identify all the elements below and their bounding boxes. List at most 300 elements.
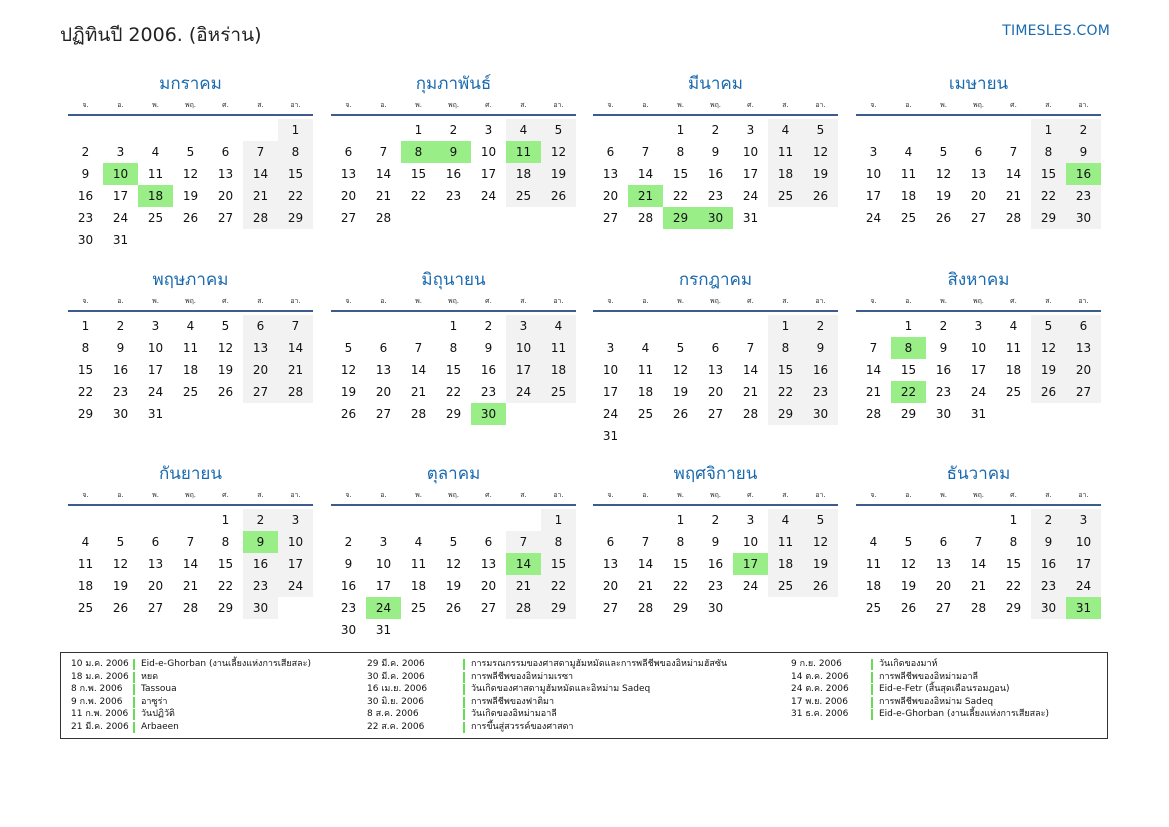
day-cell[interactable]: 29 [445, 407, 462, 421]
day-cell[interactable]: 3 [1066, 509, 1101, 531]
holiday-day-cell[interactable]: 24 [366, 597, 401, 619]
day-cell[interactable]: 7 [414, 341, 423, 355]
day-cell[interactable]: 24 [742, 189, 759, 203]
day-cell[interactable]: 5 [449, 535, 458, 549]
day-cell[interactable]: 10 [278, 531, 313, 553]
day-cell[interactable]: 6 [484, 535, 493, 549]
day-cell[interactable]: 11 [1005, 341, 1022, 355]
day-cell[interactable]: 4 [186, 319, 195, 333]
day-cell[interactable]: 23 [480, 385, 497, 399]
day-cell[interactable]: 29 [768, 403, 803, 425]
day-cell[interactable]: 15 [445, 363, 462, 377]
day-cell[interactable]: 16 [340, 579, 357, 593]
day-cell[interactable]: 29 [217, 601, 234, 615]
day-cell[interactable]: 8 [676, 145, 685, 159]
day-cell[interactable]: 2 [939, 319, 948, 333]
day-cell[interactable]: 19 [672, 385, 689, 399]
day-cell[interactable]: 24 [480, 189, 497, 203]
day-cell[interactable]: 21 [1005, 189, 1022, 203]
day-cell[interactable]: 16 [1031, 553, 1066, 575]
day-cell[interactable]: 8 [541, 531, 576, 553]
day-cell[interactable]: 17 [865, 189, 882, 203]
day-cell[interactable]: 18 [768, 163, 803, 185]
day-cell[interactable]: 19 [900, 579, 917, 593]
day-cell[interactable]: 24 [602, 407, 619, 421]
day-cell[interactable]: 5 [116, 535, 125, 549]
day-cell[interactable]: 26 [445, 601, 462, 615]
day-cell[interactable]: 7 [746, 341, 755, 355]
day-cell[interactable]: 15 [1031, 163, 1066, 185]
day-cell[interactable]: 18 [182, 363, 199, 377]
holiday-day-cell[interactable]: 21 [628, 185, 663, 207]
day-cell[interactable]: 28 [865, 407, 882, 421]
day-cell[interactable]: 20 [935, 579, 952, 593]
day-cell[interactable]: 3 [746, 513, 755, 527]
day-cell[interactable]: 25 [768, 185, 803, 207]
day-cell[interactable]: 13 [147, 557, 164, 571]
day-cell[interactable]: 19 [182, 189, 199, 203]
day-cell[interactable]: 2 [243, 509, 278, 531]
day-cell[interactable]: 20 [147, 579, 164, 593]
day-cell[interactable]: 5 [1031, 315, 1066, 337]
day-cell[interactable]: 25 [77, 601, 94, 615]
day-cell[interactable]: 9 [1031, 531, 1066, 553]
day-cell[interactable]: 30 [340, 623, 357, 637]
day-cell[interactable]: 29 [278, 207, 313, 229]
day-cell[interactable]: 27 [243, 381, 278, 403]
day-cell[interactable]: 28 [243, 207, 278, 229]
day-cell[interactable]: 15 [77, 363, 94, 377]
day-cell[interactable]: 7 [243, 141, 278, 163]
day-cell[interactable]: 26 [1031, 381, 1066, 403]
holiday-day-cell[interactable]: 30 [471, 403, 506, 425]
day-cell[interactable]: 6 [711, 341, 720, 355]
day-cell[interactable]: 30 [243, 597, 278, 619]
day-cell[interactable]: 12 [1031, 337, 1066, 359]
day-cell[interactable]: 13 [935, 557, 952, 571]
day-cell[interactable]: 1 [676, 513, 685, 527]
day-cell[interactable]: 8 [81, 341, 90, 355]
day-cell[interactable]: 11 [900, 167, 917, 181]
day-cell[interactable]: 27 [602, 211, 619, 225]
day-cell[interactable]: 5 [221, 319, 230, 333]
day-cell[interactable]: 5 [186, 145, 195, 159]
day-cell[interactable]: 12 [803, 141, 838, 163]
day-cell[interactable]: 22 [445, 385, 462, 399]
day-cell[interactable]: 4 [869, 535, 878, 549]
day-cell[interactable]: 15 [900, 363, 917, 377]
day-cell[interactable]: 27 [217, 211, 234, 225]
day-cell[interactable]: 13 [340, 167, 357, 181]
day-cell[interactable]: 17 [602, 385, 619, 399]
day-cell[interactable]: 17 [970, 363, 987, 377]
day-cell[interactable]: 9 [484, 341, 493, 355]
day-cell[interactable]: 12 [900, 557, 917, 571]
day-cell[interactable]: 30 [1031, 597, 1066, 619]
day-cell[interactable]: 4 [151, 145, 160, 159]
day-cell[interactable]: 24 [278, 575, 313, 597]
day-cell[interactable]: 5 [803, 509, 838, 531]
holiday-day-cell[interactable]: 8 [401, 141, 436, 163]
day-cell[interactable]: 22 [278, 185, 313, 207]
day-cell[interactable]: 28 [278, 381, 313, 403]
day-cell[interactable]: 10 [602, 363, 619, 377]
day-cell[interactable]: 19 [541, 163, 576, 185]
day-cell[interactable]: 25 [147, 211, 164, 225]
day-cell[interactable]: 12 [935, 167, 952, 181]
day-cell[interactable]: 4 [904, 145, 913, 159]
day-cell[interactable]: 7 [506, 531, 541, 553]
day-cell[interactable]: 21 [637, 579, 654, 593]
day-cell[interactable]: 3 [606, 341, 615, 355]
day-cell[interactable]: 10 [375, 557, 392, 571]
day-cell[interactable]: 2 [1031, 509, 1066, 531]
day-cell[interactable]: 7 [641, 145, 650, 159]
day-cell[interactable]: 1 [1031, 119, 1066, 141]
day-cell[interactable]: 16 [707, 557, 724, 571]
day-cell[interactable]: 13 [1066, 337, 1101, 359]
day-cell[interactable]: 30 [77, 233, 94, 247]
day-cell[interactable]: 17 [1066, 553, 1101, 575]
day-cell[interactable]: 28 [375, 211, 392, 225]
day-cell[interactable]: 9 [939, 341, 948, 355]
day-cell[interactable]: 27 [1066, 381, 1101, 403]
day-cell[interactable]: 7 [1009, 145, 1018, 159]
day-cell[interactable]: 28 [410, 407, 427, 421]
day-cell[interactable]: 26 [112, 601, 129, 615]
day-cell[interactable]: 13 [217, 167, 234, 181]
day-cell[interactable]: 10 [970, 341, 987, 355]
day-cell[interactable]: 20 [602, 579, 619, 593]
holiday-day-cell[interactable]: 29 [663, 207, 698, 229]
day-cell[interactable]: 15 [672, 167, 689, 181]
day-cell[interactable]: 18 [900, 189, 917, 203]
day-cell[interactable]: 11 [865, 557, 882, 571]
day-cell[interactable]: 17 [742, 167, 759, 181]
holiday-day-cell[interactable]: 8 [891, 337, 926, 359]
day-cell[interactable]: 15 [541, 553, 576, 575]
day-cell[interactable]: 2 [81, 145, 90, 159]
day-cell[interactable]: 1 [541, 509, 576, 531]
day-cell[interactable]: 10 [742, 535, 759, 549]
day-cell[interactable]: 21 [970, 579, 987, 593]
day-cell[interactable]: 23 [707, 579, 724, 593]
day-cell[interactable]: 12 [672, 363, 689, 377]
day-cell[interactable]: 16 [445, 167, 462, 181]
day-cell[interactable]: 8 [449, 341, 458, 355]
day-cell[interactable]: 28 [182, 601, 199, 615]
day-cell[interactable]: 6 [974, 145, 983, 159]
day-cell[interactable]: 22 [672, 189, 689, 203]
day-cell[interactable]: 22 [77, 385, 94, 399]
day-cell[interactable]: 2 [116, 319, 125, 333]
day-cell[interactable]: 15 [1005, 557, 1022, 571]
day-cell[interactable]: 28 [637, 211, 654, 225]
day-cell[interactable]: 31 [602, 429, 619, 443]
holiday-day-cell[interactable]: 16 [1066, 163, 1101, 185]
day-cell[interactable]: 17 [112, 189, 129, 203]
day-cell[interactable]: 2 [711, 123, 720, 137]
day-cell[interactable]: 2 [344, 535, 353, 549]
day-cell[interactable]: 7 [379, 145, 388, 159]
day-cell[interactable]: 19 [803, 163, 838, 185]
day-cell[interactable]: 23 [243, 575, 278, 597]
day-cell[interactable]: 22 [1005, 579, 1022, 593]
day-cell[interactable]: 9 [81, 167, 90, 181]
day-cell[interactable]: 17 [480, 167, 497, 181]
day-cell[interactable]: 13 [480, 557, 497, 571]
day-cell[interactable]: 27 [970, 211, 987, 225]
day-cell[interactable]: 10 [147, 341, 164, 355]
day-cell[interactable]: 4 [541, 315, 576, 337]
day-cell[interactable]: 26 [541, 185, 576, 207]
day-cell[interactable]: 7 [186, 535, 195, 549]
day-cell[interactable]: 20 [707, 385, 724, 399]
day-cell[interactable]: 1 [676, 123, 685, 137]
day-cell[interactable]: 26 [672, 407, 689, 421]
day-cell[interactable]: 11 [541, 337, 576, 359]
day-cell[interactable]: 22 [217, 579, 234, 593]
day-cell[interactable]: 27 [147, 601, 164, 615]
day-cell[interactable]: 5 [344, 341, 353, 355]
day-cell[interactable]: 6 [221, 145, 230, 159]
day-cell[interactable]: 10 [742, 145, 759, 159]
day-cell[interactable]: 21 [410, 385, 427, 399]
day-cell[interactable]: 14 [637, 167, 654, 181]
brand-link[interactable]: TIMESLES.COM [1002, 23, 1110, 39]
day-cell[interactable]: 29 [541, 597, 576, 619]
day-cell[interactable]: 8 [1031, 141, 1066, 163]
day-cell[interactable]: 27 [340, 211, 357, 225]
day-cell[interactable]: 19 [803, 553, 838, 575]
day-cell[interactable]: 3 [116, 145, 125, 159]
holiday-day-cell[interactable]: 18 [138, 185, 173, 207]
day-cell[interactable]: 31 [742, 211, 759, 225]
day-cell[interactable]: 25 [768, 575, 803, 597]
day-cell[interactable]: 6 [344, 145, 353, 159]
day-cell[interactable]: 28 [742, 407, 759, 421]
day-cell[interactable]: 19 [340, 385, 357, 399]
holiday-day-cell[interactable]: 14 [506, 553, 541, 575]
day-cell[interactable]: 11 [147, 167, 164, 181]
day-cell[interactable]: 31 [112, 233, 129, 247]
day-cell[interactable]: 29 [672, 601, 689, 615]
day-cell[interactable]: 26 [935, 211, 952, 225]
day-cell[interactable]: 19 [112, 579, 129, 593]
day-cell[interactable]: 9 [711, 535, 720, 549]
day-cell[interactable]: 11 [77, 557, 94, 571]
day-cell[interactable]: 17 [147, 363, 164, 377]
day-cell[interactable]: 30 [707, 601, 724, 615]
day-cell[interactable]: 1 [1009, 513, 1018, 527]
day-cell[interactable]: 28 [1005, 211, 1022, 225]
day-cell[interactable]: 25 [410, 601, 427, 615]
day-cell[interactable]: 15 [410, 167, 427, 181]
day-cell[interactable]: 30 [1066, 207, 1101, 229]
day-cell[interactable]: 27 [935, 601, 952, 615]
day-cell[interactable]: 12 [340, 363, 357, 377]
day-cell[interactable]: 6 [379, 341, 388, 355]
day-cell[interactable]: 17 [506, 359, 541, 381]
day-cell[interactable]: 15 [672, 557, 689, 571]
day-cell[interactable]: 11 [768, 531, 803, 553]
day-cell[interactable]: 28 [637, 601, 654, 615]
day-cell[interactable]: 21 [375, 189, 392, 203]
day-cell[interactable]: 26 [340, 407, 357, 421]
day-cell[interactable]: 20 [1066, 359, 1101, 381]
day-cell[interactable]: 3 [151, 319, 160, 333]
day-cell[interactable]: 2 [803, 315, 838, 337]
day-cell[interactable]: 8 [278, 141, 313, 163]
day-cell[interactable]: 16 [243, 553, 278, 575]
day-cell[interactable]: 1 [768, 315, 803, 337]
day-cell[interactable]: 13 [970, 167, 987, 181]
day-cell[interactable]: 25 [541, 381, 576, 403]
day-cell[interactable]: 29 [1005, 601, 1022, 615]
day-cell[interactable]: 20 [243, 359, 278, 381]
day-cell[interactable]: 23 [803, 381, 838, 403]
day-cell[interactable]: 20 [217, 189, 234, 203]
day-cell[interactable]: 27 [375, 407, 392, 421]
day-cell[interactable]: 1 [449, 319, 458, 333]
day-cell[interactable]: 21 [182, 579, 199, 593]
day-cell[interactable]: 22 [410, 189, 427, 203]
day-cell[interactable]: 7 [641, 535, 650, 549]
day-cell[interactable]: 5 [904, 535, 913, 549]
day-cell[interactable]: 23 [707, 189, 724, 203]
holiday-day-cell[interactable]: 31 [1066, 597, 1101, 619]
day-cell[interactable]: 8 [676, 535, 685, 549]
day-cell[interactable]: 22 [541, 575, 576, 597]
day-cell[interactable]: 2 [1066, 119, 1101, 141]
day-cell[interactable]: 9 [803, 337, 838, 359]
day-cell[interactable]: 1 [221, 513, 230, 527]
day-cell[interactable]: 24 [970, 385, 987, 399]
day-cell[interactable]: 23 [112, 385, 129, 399]
day-cell[interactable]: 15 [278, 163, 313, 185]
day-cell[interactable]: 11 [768, 141, 803, 163]
day-cell[interactable]: 18 [637, 385, 654, 399]
day-cell[interactable]: 12 [217, 341, 234, 355]
holiday-day-cell[interactable]: 11 [506, 141, 541, 163]
day-cell[interactable]: 25 [637, 407, 654, 421]
day-cell[interactable]: 4 [506, 119, 541, 141]
day-cell[interactable]: 30 [803, 403, 838, 425]
day-cell[interactable]: 31 [147, 407, 164, 421]
day-cell[interactable]: 18 [768, 553, 803, 575]
day-cell[interactable]: 24 [147, 385, 164, 399]
day-cell[interactable]: 27 [707, 407, 724, 421]
day-cell[interactable]: 21 [506, 575, 541, 597]
day-cell[interactable]: 5 [541, 119, 576, 141]
day-cell[interactable]: 30 [112, 407, 129, 421]
day-cell[interactable]: 8 [768, 337, 803, 359]
day-cell[interactable]: 14 [1005, 167, 1022, 181]
day-cell[interactable]: 24 [742, 579, 759, 593]
day-cell[interactable]: 21 [742, 385, 759, 399]
day-cell[interactable]: 20 [375, 385, 392, 399]
day-cell[interactable]: 2 [449, 123, 458, 137]
day-cell[interactable]: 26 [182, 211, 199, 225]
day-cell[interactable]: 10 [865, 167, 882, 181]
day-cell[interactable]: 11 [410, 557, 427, 571]
day-cell[interactable]: 9 [1066, 141, 1101, 163]
day-cell[interactable]: 3 [278, 509, 313, 531]
day-cell[interactable]: 1 [904, 319, 913, 333]
day-cell[interactable]: 14 [278, 337, 313, 359]
day-cell[interactable]: 2 [711, 513, 720, 527]
day-cell[interactable]: 5 [939, 145, 948, 159]
day-cell[interactable]: 14 [182, 557, 199, 571]
day-cell[interactable]: 16 [707, 167, 724, 181]
day-cell[interactable]: 18 [541, 359, 576, 381]
day-cell[interactable]: 6 [243, 315, 278, 337]
day-cell[interactable]: 19 [445, 579, 462, 593]
day-cell[interactable]: 6 [1066, 315, 1101, 337]
day-cell[interactable]: 14 [637, 557, 654, 571]
day-cell[interactable]: 1 [414, 123, 423, 137]
day-cell[interactable]: 23 [77, 211, 94, 225]
day-cell[interactable]: 21 [243, 185, 278, 207]
day-cell[interactable]: 7 [869, 341, 878, 355]
day-cell[interactable]: 18 [865, 579, 882, 593]
day-cell[interactable]: 23 [1031, 575, 1066, 597]
day-cell[interactable]: 23 [1066, 185, 1101, 207]
day-cell[interactable]: 11 [637, 363, 654, 377]
day-cell[interactable]: 29 [900, 407, 917, 421]
day-cell[interactable]: 26 [217, 385, 234, 399]
holiday-day-cell[interactable]: 10 [103, 163, 138, 185]
day-cell[interactable]: 20 [480, 579, 497, 593]
day-cell[interactable]: 6 [606, 535, 615, 549]
day-cell[interactable]: 5 [676, 341, 685, 355]
day-cell[interactable]: 1 [278, 119, 313, 141]
day-cell[interactable]: 31 [375, 623, 392, 637]
day-cell[interactable]: 14 [410, 363, 427, 377]
day-cell[interactable]: 8 [221, 535, 230, 549]
day-cell[interactable]: 19 [217, 363, 234, 377]
day-cell[interactable]: 12 [182, 167, 199, 181]
day-cell[interactable]: 6 [939, 535, 948, 549]
day-cell[interactable]: 4 [1009, 319, 1018, 333]
day-cell[interactable]: 18 [1005, 363, 1022, 377]
day-cell[interactable]: 10 [480, 145, 497, 159]
holiday-day-cell[interactable]: 17 [733, 553, 768, 575]
day-cell[interactable]: 11 [182, 341, 199, 355]
day-cell[interactable]: 12 [112, 557, 129, 571]
holiday-day-cell[interactable]: 30 [698, 207, 733, 229]
day-cell[interactable]: 3 [974, 319, 983, 333]
day-cell[interactable]: 22 [1031, 185, 1066, 207]
day-cell[interactable]: 9 [711, 145, 720, 159]
day-cell[interactable]: 6 [151, 535, 160, 549]
day-cell[interactable]: 27 [480, 601, 497, 615]
day-cell[interactable]: 10 [506, 337, 541, 359]
day-cell[interactable]: 5 [803, 119, 838, 141]
day-cell[interactable]: 21 [278, 359, 313, 381]
day-cell[interactable]: 25 [900, 211, 917, 225]
day-cell[interactable]: 21 [865, 385, 882, 399]
day-cell[interactable]: 7 [974, 535, 983, 549]
day-cell[interactable]: 13 [707, 363, 724, 377]
day-cell[interactable]: 29 [1031, 207, 1066, 229]
day-cell[interactable]: 1 [81, 319, 90, 333]
day-cell[interactable]: 14 [375, 167, 392, 181]
day-cell[interactable]: 16 [480, 363, 497, 377]
day-cell[interactable]: 7 [278, 315, 313, 337]
day-cell[interactable]: 31 [970, 407, 987, 421]
day-cell[interactable]: 18 [77, 579, 94, 593]
